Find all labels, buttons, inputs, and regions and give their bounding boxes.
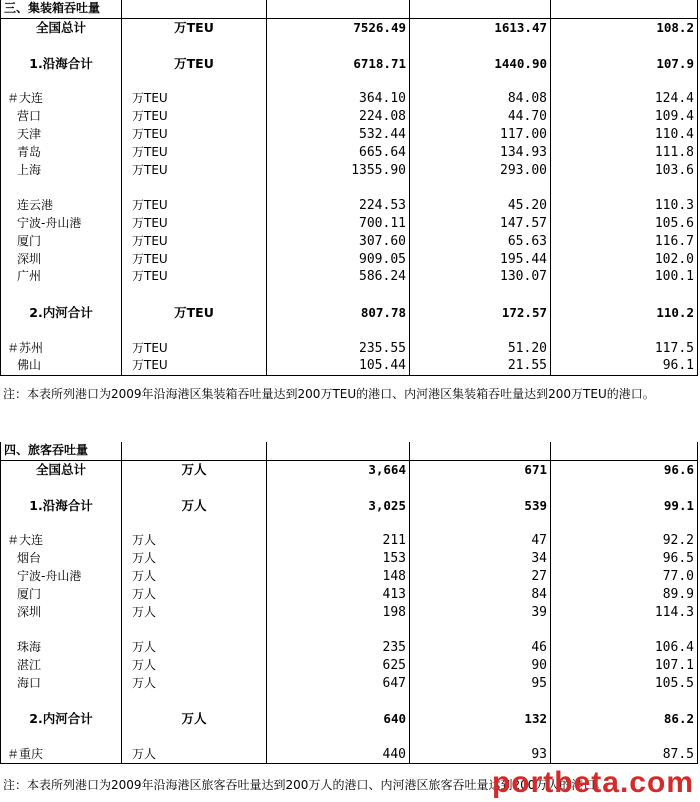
unit-cell: 万TEU	[122, 90, 267, 108]
empty-cell	[122, 321, 267, 339]
blank-row	[1, 179, 698, 197]
empty-cell	[267, 321, 410, 339]
port-row	[1, 746, 698, 764]
value-cell-1: 224.53	[267, 197, 410, 215]
value-cell-1: 586.24	[267, 268, 410, 286]
value-cell-1: 3,664	[267, 460, 410, 478]
empty-cell	[1, 621, 122, 639]
empty-cell	[551, 692, 698, 710]
section-title-row	[1, 0, 698, 18]
value-cell-1: 700.11	[267, 215, 410, 233]
value-cell-1: 235	[267, 639, 410, 657]
blank-row	[1, 286, 698, 304]
empty-cell	[122, 442, 267, 460]
port-name: 1.沿海合计	[1, 496, 122, 514]
value-cell-2: 132	[410, 710, 551, 728]
value-cell-2: 671	[410, 460, 551, 478]
port-name: ＃大连	[1, 90, 122, 108]
blank-row	[1, 37, 698, 55]
value-cell-3: 107.1	[551, 657, 698, 675]
empty-cell	[410, 0, 551, 18]
unit-cell: 万TEU	[122, 357, 267, 375]
empty-cell	[551, 37, 698, 55]
value-cell-1: 211	[267, 532, 410, 550]
unit-cell: 万TEU	[122, 126, 267, 144]
unit-cell: 万TEU	[122, 250, 267, 268]
empty-cell	[1, 479, 122, 497]
section-title: 三、集装箱吞吐量	[1, 0, 122, 18]
port-name: 深圳	[1, 250, 122, 268]
value-cell-2: 195.44	[410, 250, 551, 268]
empty-cell	[551, 479, 698, 497]
blank-row	[1, 728, 698, 746]
value-cell-2: 172.57	[410, 304, 551, 322]
value-cell-2: 293.00	[410, 161, 551, 179]
value-cell-2: 84.08	[410, 90, 551, 108]
value-cell-2: 117.00	[410, 126, 551, 144]
unit-cell: 万人	[122, 568, 267, 586]
unit-cell: 万人	[122, 746, 267, 764]
port-name: 佛山	[1, 357, 122, 375]
empty-cell	[551, 0, 698, 18]
value-cell-3: 99.1	[551, 496, 698, 514]
port-name: ＃重庆	[1, 746, 122, 764]
port-row	[1, 232, 698, 250]
value-cell-1: 224.08	[267, 108, 410, 126]
port-name: 宁波-舟山港	[1, 215, 122, 233]
empty-cell	[267, 179, 410, 197]
empty-cell	[267, 37, 410, 55]
value-cell-1: 665.64	[267, 143, 410, 161]
value-cell-1: 807.78	[267, 304, 410, 322]
value-cell-3: 86.2	[551, 710, 698, 728]
value-cell-2: 147.57	[410, 215, 551, 233]
unit-cell: 万人	[122, 496, 267, 514]
value-cell-2: 134.93	[410, 143, 551, 161]
port-row	[1, 585, 698, 603]
coastal-total-row	[1, 54, 698, 72]
empty-cell	[267, 728, 410, 746]
value-cell-3: 87.5	[551, 746, 698, 764]
empty-cell	[267, 0, 410, 18]
value-cell-2: 90	[410, 657, 551, 675]
empty-cell	[410, 442, 551, 460]
value-cell-3: 110.4	[551, 126, 698, 144]
value-cell-2: 84	[410, 585, 551, 603]
unit-cell: 万TEU	[122, 143, 267, 161]
value-cell-3: 106.4	[551, 639, 698, 657]
blank-row	[1, 72, 698, 90]
unit-cell: 万TEU	[122, 304, 267, 322]
empty-cell	[122, 0, 267, 18]
empty-cell	[410, 692, 551, 710]
port-row	[1, 550, 698, 568]
empty-cell	[551, 321, 698, 339]
unit-cell: 万TEU	[122, 161, 267, 179]
empty-cell	[267, 479, 410, 497]
value-cell-3: 102.0	[551, 250, 698, 268]
empty-cell	[410, 728, 551, 746]
value-cell-3: 110.2	[551, 304, 698, 322]
empty-cell	[410, 37, 551, 55]
coastal-total-row	[1, 496, 698, 514]
value-cell-1: 7526.49	[267, 18, 410, 36]
blank-row	[1, 479, 698, 497]
value-cell-1: 307.60	[267, 232, 410, 250]
value-cell-1: 640	[267, 710, 410, 728]
empty-cell	[410, 286, 551, 304]
passenger-note: 注：本表所列港口为2009年沿海港区旅客吞吐量达到200万人的港口、内河港区旅客吞吐量达到200万人的港口。	[3, 778, 608, 792]
blank-row	[1, 621, 698, 639]
unit-cell: 万人	[122, 674, 267, 692]
value-cell-1: 647	[267, 674, 410, 692]
unit-cell: 万TEU	[122, 197, 267, 215]
empty-cell	[1, 72, 122, 90]
empty-cell	[410, 179, 551, 197]
empty-cell	[1, 179, 122, 197]
value-cell-3: 77.0	[551, 568, 698, 586]
empty-cell	[1, 728, 122, 746]
empty-cell	[551, 286, 698, 304]
port-row	[1, 657, 698, 675]
blank-row	[1, 692, 698, 710]
unit-cell: 万人	[122, 657, 267, 675]
value-cell-2: 130.07	[410, 268, 551, 286]
port-row	[1, 639, 698, 657]
value-cell-1: 198	[267, 603, 410, 621]
port-row	[1, 215, 698, 233]
value-cell-1: 235.55	[267, 339, 410, 357]
value-cell-3: 108.2	[551, 18, 698, 36]
value-cell-1: 148	[267, 568, 410, 586]
empty-cell	[551, 72, 698, 90]
port-name: 宁波-舟山港	[1, 568, 122, 586]
value-cell-3: 100.1	[551, 268, 698, 286]
value-cell-2: 65.63	[410, 232, 551, 250]
empty-cell	[122, 286, 267, 304]
port-row	[1, 674, 698, 692]
empty-cell	[551, 179, 698, 197]
empty-cell	[1, 514, 122, 532]
unit-cell: 万人	[122, 550, 267, 568]
watermark-logo: portbeta.com	[491, 766, 694, 799]
port-name: ＃苏州	[1, 339, 122, 357]
value-cell-3: 107.9	[551, 54, 698, 72]
value-cell-1: 6718.71	[267, 54, 410, 72]
unit-cell: 万人	[122, 585, 267, 603]
value-cell-3: 110.3	[551, 197, 698, 215]
empty-cell	[267, 286, 410, 304]
port-name: 青岛	[1, 143, 122, 161]
port-row	[1, 339, 698, 357]
unit-cell: 万TEU	[122, 18, 267, 36]
port-name: 2.内河合计	[1, 710, 122, 728]
port-row	[1, 568, 698, 586]
empty-cell	[410, 621, 551, 639]
port-name: 烟台	[1, 550, 122, 568]
national-total-row	[1, 18, 698, 36]
value-cell-2: 44.70	[410, 108, 551, 126]
value-cell-3: 114.3	[551, 603, 698, 621]
container-note: 注：本表所列港口为2009年沿海港区集装箱吞吐量达到200万TEU的港口、内河港区集装箱吞吐量达到200万TEU的港口。	[3, 387, 655, 401]
empty-cell	[122, 72, 267, 90]
value-cell-2: 1613.47	[410, 18, 551, 36]
empty-cell	[122, 728, 267, 746]
empty-cell	[410, 72, 551, 90]
unit-cell: 万TEU	[122, 54, 267, 72]
empty-cell	[1, 286, 122, 304]
unit-cell: 万TEU	[122, 268, 267, 286]
section-title-row	[1, 442, 698, 460]
value-cell-2: 39	[410, 603, 551, 621]
empty-cell	[1, 321, 122, 339]
value-cell-3: 96.5	[551, 550, 698, 568]
value-cell-3: 89.9	[551, 585, 698, 603]
port-name: 天津	[1, 126, 122, 144]
port-row	[1, 603, 698, 621]
value-cell-2: 34	[410, 550, 551, 568]
value-cell-2: 21.55	[410, 357, 551, 375]
unit-cell: 万TEU	[122, 339, 267, 357]
empty-cell	[122, 479, 267, 497]
port-name: 厦门	[1, 232, 122, 250]
value-cell-2: 46	[410, 639, 551, 657]
empty-cell	[551, 728, 698, 746]
empty-cell	[267, 514, 410, 532]
unit-cell: 万TEU	[122, 232, 267, 250]
port-name: 珠海	[1, 639, 122, 657]
unit-cell: 万人	[122, 532, 267, 550]
value-cell-2: 27	[410, 568, 551, 586]
value-cell-3: 103.6	[551, 161, 698, 179]
port-name: 海口	[1, 674, 122, 692]
empty-cell	[410, 479, 551, 497]
value-cell-1: 364.10	[267, 90, 410, 108]
national-total-row	[1, 460, 698, 478]
section-title: 四、旅客吞吐量	[1, 442, 122, 460]
empty-cell	[267, 621, 410, 639]
port-row	[1, 161, 698, 179]
port-name: 全国总计	[1, 460, 122, 478]
value-cell-1: 413	[267, 585, 410, 603]
port-row	[1, 90, 698, 108]
value-cell-3: 111.8	[551, 143, 698, 161]
value-cell-2: 51.20	[410, 339, 551, 357]
value-cell-1: 3,025	[267, 496, 410, 514]
value-cell-1: 1355.90	[267, 161, 410, 179]
empty-cell	[410, 321, 551, 339]
empty-cell	[122, 37, 267, 55]
value-cell-3: 96.6	[551, 460, 698, 478]
value-cell-2: 95	[410, 674, 551, 692]
value-cell-1: 625	[267, 657, 410, 675]
port-row	[1, 143, 698, 161]
unit-cell: 万人	[122, 603, 267, 621]
empty-cell	[551, 514, 698, 532]
unit-cell: 万TEU	[122, 215, 267, 233]
value-cell-1: 909.05	[267, 250, 410, 268]
empty-cell	[122, 514, 267, 532]
value-cell-1: 532.44	[267, 126, 410, 144]
value-cell-3: 109.4	[551, 108, 698, 126]
port-name: ＃大连	[1, 532, 122, 550]
port-row	[1, 108, 698, 126]
value-cell-3: 117.5	[551, 339, 698, 357]
port-name: 连云港	[1, 197, 122, 215]
unit-cell: 万TEU	[122, 108, 267, 126]
port-row	[1, 126, 698, 144]
value-cell-1: 105.44	[267, 357, 410, 375]
empty-cell	[267, 442, 410, 460]
container-throughput-table	[0, 0, 698, 376]
empty-cell	[1, 37, 122, 55]
unit-cell: 万人	[122, 639, 267, 657]
empty-cell	[410, 514, 551, 532]
empty-cell	[122, 621, 267, 639]
port-row	[1, 197, 698, 215]
empty-cell	[1, 692, 122, 710]
value-cell-3: 116.7	[551, 232, 698, 250]
port-row	[1, 357, 698, 375]
port-row	[1, 250, 698, 268]
port-name: 全国总计	[1, 18, 122, 36]
blank-row	[1, 514, 698, 532]
inland-total-row	[1, 304, 698, 322]
empty-cell	[551, 621, 698, 639]
value-cell-3: 96.1	[551, 357, 698, 375]
port-name: 2.内河合计	[1, 304, 122, 322]
port-name: 湛江	[1, 657, 122, 675]
port-name: 上海	[1, 161, 122, 179]
value-cell-2: 1440.90	[410, 54, 551, 72]
port-name: 广州	[1, 268, 122, 286]
value-cell-2: 47	[410, 532, 551, 550]
value-cell-3: 105.6	[551, 215, 698, 233]
passenger-throughput-table	[0, 442, 698, 764]
empty-cell	[267, 692, 410, 710]
value-cell-2: 93	[410, 746, 551, 764]
port-name: 1.沿海合计	[1, 54, 122, 72]
port-row	[1, 532, 698, 550]
empty-cell	[267, 72, 410, 90]
value-cell-2: 45.20	[410, 197, 551, 215]
value-cell-2: 539	[410, 496, 551, 514]
unit-cell: 万人	[122, 710, 267, 728]
empty-cell	[122, 179, 267, 197]
empty-cell	[551, 442, 698, 460]
blank-row	[1, 321, 698, 339]
port-name: 厦门	[1, 585, 122, 603]
value-cell-1: 440	[267, 746, 410, 764]
value-cell-3: 124.4	[551, 90, 698, 108]
port-name: 深圳	[1, 603, 122, 621]
inland-total-row	[1, 710, 698, 728]
value-cell-1: 153	[267, 550, 410, 568]
port-name: 营口	[1, 108, 122, 126]
value-cell-3: 92.2	[551, 532, 698, 550]
port-row	[1, 268, 698, 286]
value-cell-3: 105.5	[551, 674, 698, 692]
empty-cell	[122, 692, 267, 710]
unit-cell: 万人	[122, 460, 267, 478]
